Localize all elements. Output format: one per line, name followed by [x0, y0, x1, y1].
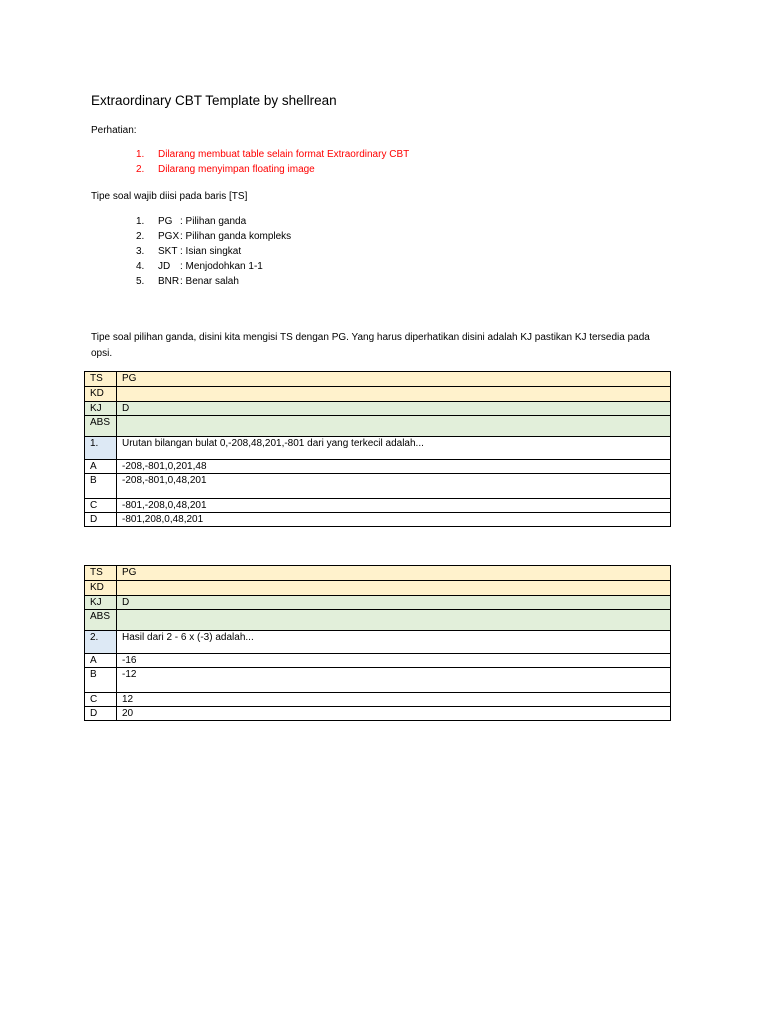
- ts-label: TS: [85, 566, 117, 581]
- type-number: 4.: [136, 261, 145, 272]
- kj-row: [85, 596, 671, 610]
- option-row: [85, 654, 671, 668]
- question-table: [84, 565, 671, 721]
- type-number: 5.: [136, 276, 145, 287]
- kj-label: KJ: [85, 596, 117, 610]
- question-row: [85, 437, 671, 460]
- ts-value: PG: [117, 372, 671, 387]
- option-key: D: [85, 513, 117, 527]
- type-code: BNR: [158, 276, 180, 287]
- ts-label: TS: [85, 372, 117, 387]
- kd-value: [117, 581, 671, 596]
- tipe-intro: Tipe soal wajib diisi pada baris [TS]: [91, 191, 248, 202]
- kd-label: KD: [85, 387, 117, 402]
- kj-value: D: [117, 402, 671, 416]
- type-description: : Isian singkat: [180, 246, 242, 257]
- type-code: PG: [158, 216, 173, 227]
- ts-value: PG: [117, 566, 671, 581]
- option-text: 20: [117, 707, 671, 721]
- abs-label: ABS: [85, 610, 117, 631]
- question-table: [84, 371, 671, 527]
- abs-row: [85, 416, 671, 437]
- perhatian-label: Perhatian:: [91, 125, 137, 136]
- option-row: [85, 460, 671, 474]
- option-text: -16: [117, 654, 671, 668]
- kd-row: [85, 387, 671, 402]
- ts-row: [85, 566, 671, 581]
- option-text: 12: [117, 693, 671, 707]
- abs-value: [117, 610, 671, 631]
- question-number: 1.: [85, 437, 117, 460]
- type-description: : Menjodohkan 1-1: [180, 261, 263, 272]
- abs-value: [117, 416, 671, 437]
- warning-number: 2.: [136, 164, 145, 175]
- option-key: B: [85, 474, 117, 499]
- warning-text: Dilarang menyimpan floating image: [158, 164, 315, 175]
- type-description: : Pilihan ganda: [180, 216, 247, 227]
- question-text: Hasil dari 2 - 6 x (-3) adalah...: [117, 631, 671, 654]
- type-number: 3.: [136, 246, 145, 257]
- option-key: C: [85, 693, 117, 707]
- option-key: A: [85, 460, 117, 474]
- option-row: [85, 474, 671, 499]
- abs-row: [85, 610, 671, 631]
- kj-row: [85, 402, 671, 416]
- option-text: -208,-801,0,48,201: [117, 474, 671, 499]
- option-text: -208,-801,0,201,48: [117, 460, 671, 474]
- option-row: [85, 693, 671, 707]
- option-row: [85, 499, 671, 513]
- option-text: -801,208,0,48,201: [117, 513, 671, 527]
- option-row: [85, 707, 671, 721]
- option-row: [85, 668, 671, 693]
- type-code: PGX: [158, 231, 180, 242]
- option-key: C: [85, 499, 117, 513]
- question-text: Urutan bilangan bulat 0,-208,48,201,-801 dari yang terkecil adalah...: [117, 437, 671, 460]
- ts-row: [85, 372, 671, 387]
- document-title: Extraordinary CBT Template by shellrean: [91, 93, 337, 108]
- type-code: JD: [158, 261, 171, 272]
- option-key: B: [85, 668, 117, 693]
- kj-value: D: [117, 596, 671, 610]
- option-key: A: [85, 654, 117, 668]
- type-description: : Benar salah: [180, 276, 239, 287]
- type-description: : Pilihan ganda kompleks: [180, 231, 292, 242]
- kd-label: KD: [85, 581, 117, 596]
- kj-label: KJ: [85, 402, 117, 416]
- question-number: 2.: [85, 631, 117, 654]
- kd-value: [117, 387, 671, 402]
- option-text: -801,-208,0,48,201: [117, 499, 671, 513]
- abs-label: ABS: [85, 416, 117, 437]
- type-number: 2.: [136, 231, 145, 242]
- question-row: [85, 631, 671, 654]
- type-code: SKT: [158, 246, 178, 257]
- option-key: D: [85, 707, 117, 721]
- kd-row: [85, 581, 671, 596]
- type-number: 1.: [136, 216, 145, 227]
- warning-text: Dilarang membuat table selain format Extraordinary CBT: [158, 149, 410, 160]
- warning-number: 1.: [136, 149, 145, 160]
- option-row: [85, 513, 671, 527]
- option-text: -12: [117, 668, 671, 693]
- instruction-note: Tipe soal pilihan ganda, disini kita mengisi TS dengan PG. Yang harus diperhatikan disini adalah KJ pastikan KJ tersedia pada opsi.: [91, 332, 650, 359]
